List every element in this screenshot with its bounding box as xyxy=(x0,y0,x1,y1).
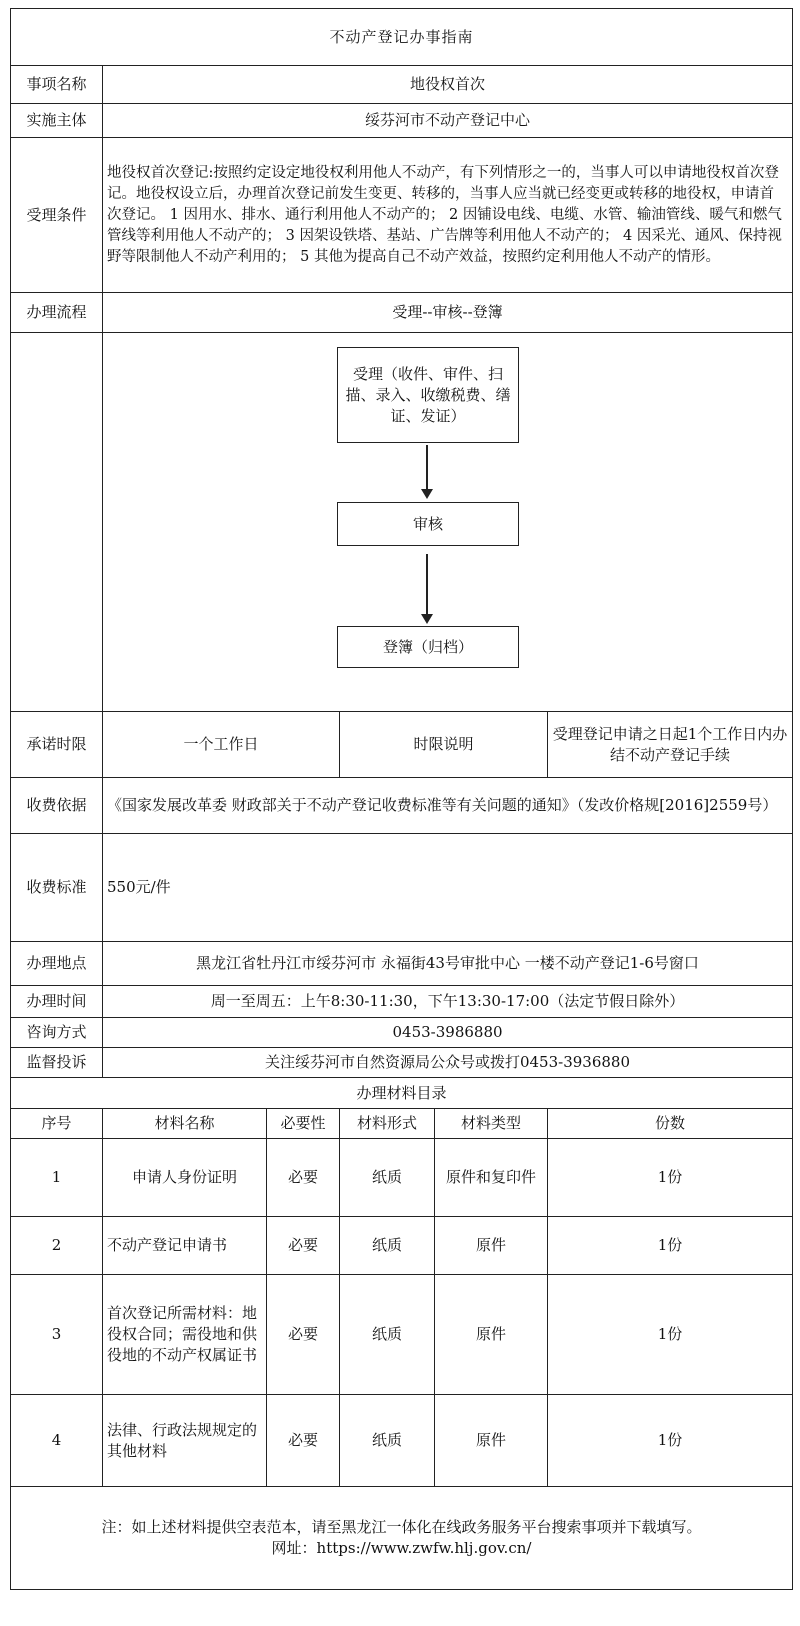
fee-standard-value: 550元/件 xyxy=(103,834,793,942)
consult-value: 0453-3986880 xyxy=(103,1018,793,1048)
hours-label: 办理时间 xyxy=(11,986,103,1018)
table-row xyxy=(11,1395,793,1487)
material-required: 必要 xyxy=(267,1139,340,1217)
material-name: 法律、行政法规规定的其他材料 xyxy=(103,1395,267,1487)
footnote xyxy=(11,1487,793,1590)
material-type: 原件和复印件 xyxy=(435,1139,548,1217)
consult-label: 咨询方式 xyxy=(11,1018,103,1048)
materials-title: 办理材料目录 xyxy=(11,1078,793,1109)
material-no: 3 xyxy=(11,1275,103,1395)
flow-arrow-down-icon xyxy=(426,554,428,622)
materials-header-name: 材料名称 xyxy=(103,1109,267,1139)
subject-value: 绥芬河市不动产登记中心 xyxy=(103,104,793,138)
flow-arrow-down-icon xyxy=(426,445,428,497)
hours-value: 周一至周五：上午8:30-11:30，下午13:30-17:00（法定节假日除外） xyxy=(103,986,793,1018)
materials-header-form: 材料形式 xyxy=(340,1109,435,1139)
material-type: 原件 xyxy=(435,1395,548,1487)
materials-header-no: 序号 xyxy=(11,1109,103,1139)
guide-table xyxy=(10,8,793,1590)
process-value: 受理--审核--登簿 xyxy=(103,293,793,333)
material-name: 申请人身份证明 xyxy=(103,1139,267,1217)
time-note-value: 受理登记申请之日起1个工作日内办结不动产登记手续 xyxy=(548,712,793,778)
table-row xyxy=(11,1275,793,1395)
location-value: 黑龙江省牡丹江市绥芬河市 永福街43号审批中心 一楼不动产登记1-6号窗口 xyxy=(103,942,793,986)
material-name: 首次登记所需材料：地役权合同；需役地和供役地的不动产权属证书 xyxy=(103,1275,267,1395)
material-form: 纸质 xyxy=(340,1139,435,1217)
materials-header-copies: 份数 xyxy=(548,1109,793,1139)
flow-step-accept: 受理（收件、审件、扫描、录入、收缴税费、缮证、发证） xyxy=(337,347,519,443)
fee-basis-label: 收费依据 xyxy=(11,778,103,834)
conditions-label: 受理条件 xyxy=(11,138,103,293)
footnote-url: 网址：https://www.zwfw.hlj.gov.cn/ xyxy=(271,1539,532,1557)
time-limit-label: 承诺时限 xyxy=(11,712,103,778)
time-note-label: 时限说明 xyxy=(340,712,548,778)
subject-label: 实施主体 xyxy=(11,104,103,138)
materials-header-required: 必要性 xyxy=(267,1109,340,1139)
flow-step-review: 审核 xyxy=(337,502,519,546)
item-name-label: 事项名称 xyxy=(11,66,103,104)
fee-basis-value: 《国家发展改革委 财政部关于不动产登记收费标准等有关问题的通知》（发改价格规[2016]2559号） xyxy=(103,778,793,834)
material-required: 必要 xyxy=(267,1217,340,1275)
materials-header-type: 材料类型 xyxy=(435,1109,548,1139)
material-form: 纸质 xyxy=(340,1395,435,1487)
flow-step-register: 登簿（归档） xyxy=(337,626,519,668)
conditions-value: 地役权首次登记:按照约定设定地役权利用他人不动产，有下列情形之一的，当事人可以申请地役权首次登记。地役权设立后，办理首次登记前发生变更、转移的，当事人应当就已经变更或转移的地役权，申请首次登记。 1 因用水、排水、通行利用他人不动产的； 2 因铺设电线、电缆、水管、输油管线、暖气和燃气管线等利用他人不动产的； 3 因架设铁塔、基站、广告牌等利用他人不动产的； 4 因采光、通风、保持视野等限制他人不动产利用的； 5 其他为提高自己不动产效益，按照约定利用他人不动产的情形。 xyxy=(103,138,793,293)
material-required: 必要 xyxy=(267,1275,340,1395)
supervise-label: 监督投诉 xyxy=(11,1048,103,1078)
material-copies: 1份 xyxy=(548,1139,793,1217)
supervise-value: 关注绥芬河市自然资源局公众号或拨打0453-3936880 xyxy=(103,1048,793,1078)
table-row xyxy=(11,1139,793,1217)
material-copies: 1份 xyxy=(548,1395,793,1487)
table-row xyxy=(11,1217,793,1275)
guide-sheet xyxy=(10,8,792,1618)
material-type: 原件 xyxy=(435,1275,548,1395)
material-no: 2 xyxy=(11,1217,103,1275)
material-name: 不动产登记申请书 xyxy=(103,1217,267,1275)
fee-standard-label: 收费标准 xyxy=(11,834,103,942)
page-title: 不动产登记办事指南 xyxy=(11,9,793,66)
item-name-value: 地役权首次 xyxy=(103,66,793,104)
material-no: 1 xyxy=(11,1139,103,1217)
material-type: 原件 xyxy=(435,1217,548,1275)
material-form: 纸质 xyxy=(340,1275,435,1395)
process-label: 办理流程 xyxy=(11,293,103,333)
time-limit-value: 一个工作日 xyxy=(103,712,340,778)
material-form: 纸质 xyxy=(340,1217,435,1275)
material-required: 必要 xyxy=(267,1395,340,1487)
location-label: 办理地点 xyxy=(11,942,103,986)
flow-label-blank xyxy=(11,333,103,712)
material-copies: 1份 xyxy=(548,1275,793,1395)
footnote-text: 注：如上述材料提供空表范本，请至黑龙江一体化在线政务服务平台搜索事项并下载填写。 xyxy=(101,1518,702,1536)
material-no: 4 xyxy=(11,1395,103,1487)
flowchart xyxy=(103,333,793,712)
material-copies: 1份 xyxy=(548,1217,793,1275)
